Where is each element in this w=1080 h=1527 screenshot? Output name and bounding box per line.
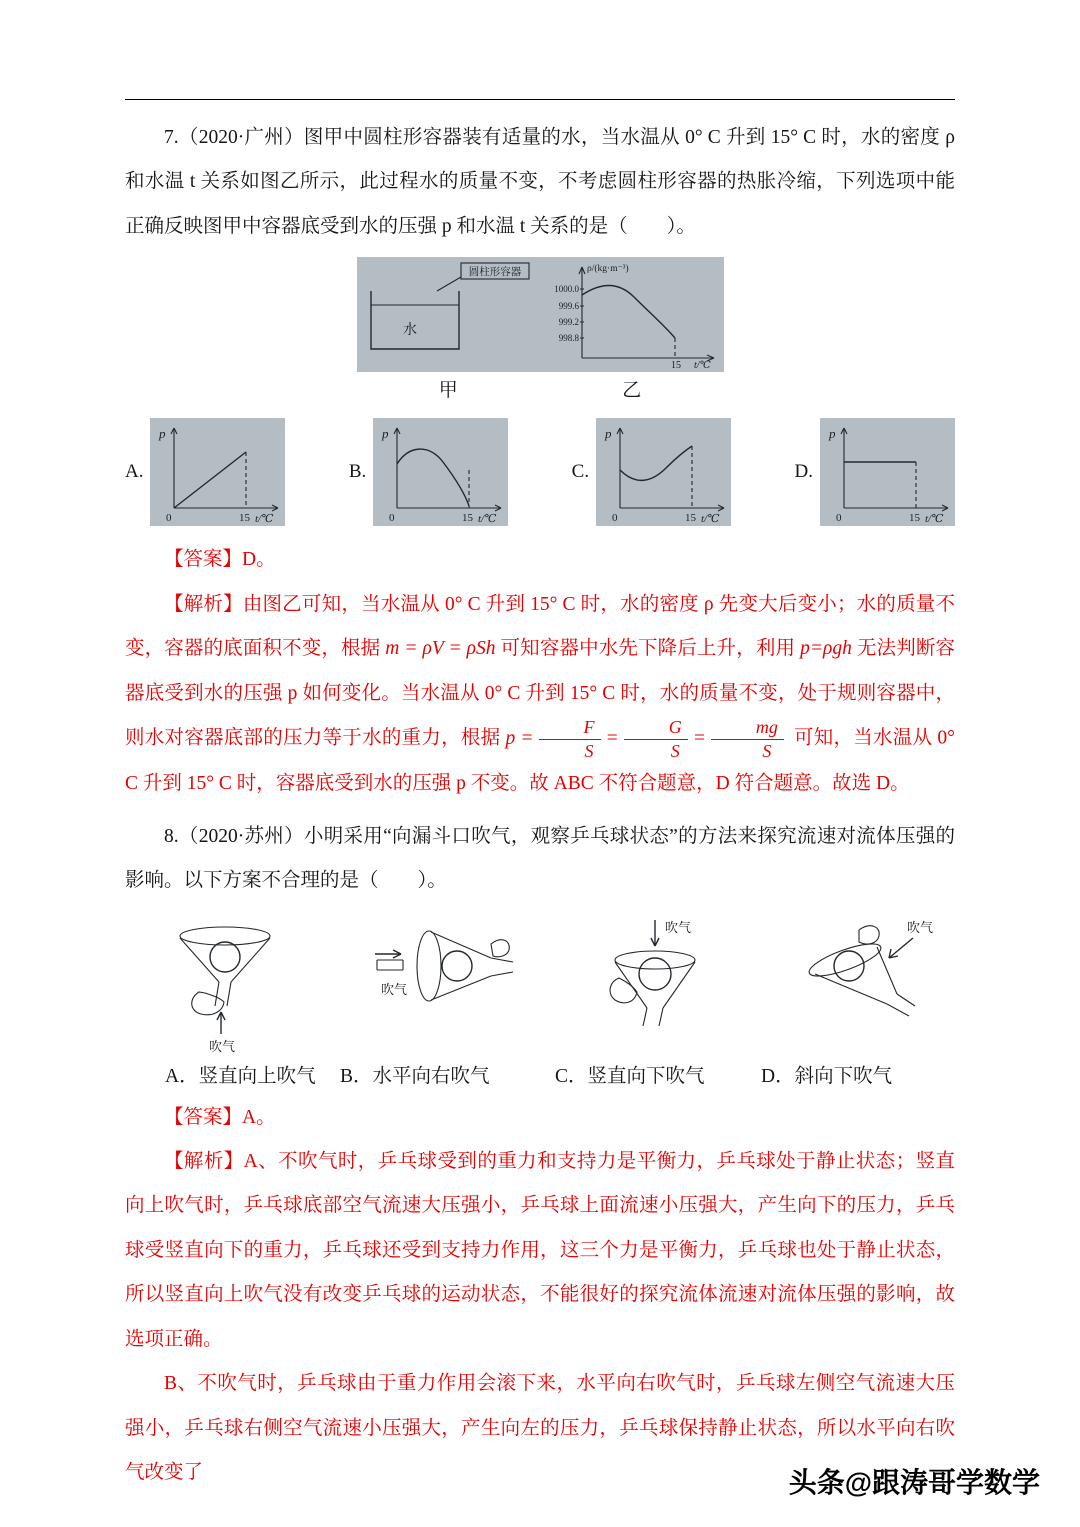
question-8-figures	[155, 914, 937, 1056]
fifteen-label: 15	[462, 512, 474, 525]
funnel-stem	[215, 982, 219, 1006]
question-7-figure	[125, 257, 955, 402]
funnel-blow-down-diagram	[585, 914, 725, 1056]
option-b	[349, 418, 508, 526]
question-7-options	[125, 418, 955, 526]
container-diagram-panel	[357, 257, 542, 372]
container-diagram	[357, 257, 542, 367]
zero-label: 0	[166, 512, 172, 525]
mass-formula: m = ρV = ρSh	[385, 638, 496, 660]
option-b-graph	[373, 418, 508, 526]
dip-rise-curve	[620, 446, 692, 480]
option-a-label: A.	[125, 461, 144, 483]
zero-label: 0	[389, 512, 395, 525]
x-axis-label: t/℃	[693, 360, 711, 372]
liquid-pressure-formula: p=ρgh	[800, 638, 852, 660]
option-c-panel	[596, 418, 731, 526]
blow-label: 吹气	[664, 919, 691, 935]
zero-label: 0	[612, 512, 618, 525]
rise-fall-curve	[397, 449, 469, 506]
funnel-stem	[887, 1004, 909, 1016]
blow-label: 吹气	[209, 1038, 236, 1054]
x-tick-15: 15	[670, 360, 681, 372]
unit-label: t/℃	[701, 513, 720, 526]
funnel-blow-diagonal-diagram	[787, 914, 937, 1056]
p-label: p	[382, 426, 389, 442]
question-8-answer: 【答案】A。	[164, 1106, 276, 1128]
option-c-graph	[596, 418, 731, 526]
top-rule	[125, 99, 955, 100]
option-b-panel	[373, 418, 508, 526]
funnel-blow-right-diagram	[367, 914, 522, 1056]
y-axis-label: ρ/(kg·m⁻³)	[586, 264, 629, 275]
unit-label: t/℃	[924, 513, 944, 526]
p-label: p	[605, 426, 612, 442]
fifteen-label: 15	[239, 512, 251, 525]
unit-label: t/℃	[255, 513, 274, 526]
blow-label: 吹气	[381, 981, 408, 997]
formula-lead: p =	[505, 727, 534, 749]
tick-9996: 999.6	[558, 301, 579, 312]
option-c-label: C．竖直向下吹气	[555, 1065, 705, 1087]
question-7-answer: 【答案】D。	[164, 549, 276, 571]
option-a-panel	[150, 418, 285, 526]
ping-pong-ball	[639, 958, 671, 990]
question-8-options	[125, 1060, 955, 1088]
question-8-analysis-2: B、不吹气时，乒乓球由于重力作用会滚下来，水平向右吹气时，乒乓球左侧空气流速大压强小，乒乓球右侧空气流速小压强大，产生向左的压力，乒乓球保持静止状态，所以水平向右吹气改变了	[125, 1373, 955, 1484]
option-d	[794, 418, 954, 526]
funnel-stem	[491, 958, 513, 962]
option-a-label: A．竖直向上吹气	[165, 1065, 316, 1087]
water-label: 水	[402, 323, 417, 339]
density-graph-panel	[542, 257, 724, 372]
container-outline	[371, 291, 459, 349]
fifteen-label: 15	[685, 512, 697, 525]
leader-line	[437, 277, 461, 291]
option-d-panel	[820, 418, 955, 526]
tick-9992: 999.2	[558, 317, 579, 328]
caption-jia: 甲	[438, 380, 458, 402]
straw	[377, 960, 403, 970]
fifteen-label: 15	[908, 512, 920, 525]
figure-captions	[357, 375, 724, 402]
fraction-F-S: $\frac{F}{S}$	[539, 716, 601, 762]
unit-label: t/℃	[478, 513, 497, 526]
ping-pong-ball	[210, 942, 240, 972]
option-d-label: D．斜向下吹气	[761, 1065, 893, 1087]
fraction-mg-S: $\frac{mg}{S}$	[711, 716, 784, 762]
caption-yi: 乙	[622, 380, 642, 402]
watermark-footer: 头条@跟涛哥学数学	[788, 1467, 1040, 1498]
container-label: 圆柱形容器	[468, 267, 521, 279]
equals-2: =	[692, 727, 706, 749]
pressure-fraction-formula	[505, 717, 788, 761]
question-7-analysis	[125, 583, 955, 807]
rising-line	[174, 452, 246, 508]
analysis-text-1: 【解析】由图乙可知，当水温从 0° C 升到 15° C 时，水的密度 ρ 先变大后变小；水的质量不变，容器的底面积不变，根据	[125, 593, 955, 660]
funnel-blow-up-diagram	[155, 914, 305, 1056]
ping-pong-ball	[442, 951, 472, 981]
hand-sketch	[192, 992, 224, 1015]
analysis-text-4: 可知，当水温从 0° C 升到 15° C 时，容器底受到水的压强 p 不变。故 ABC 不符合题意，D 符合题意。故选 D。	[125, 727, 955, 795]
funnel-stem	[643, 1008, 647, 1026]
option-b-label: B.	[348, 461, 367, 483]
analysis-text-3: 无法判断容器底受到水的压强 p 如何变化。当水温从 0° C 升到 15° C 时，水的质量不变，处于规则容器中，则水对容器底部的压力等于水的重力，根据	[125, 638, 955, 749]
option-d-label: D.	[794, 461, 813, 483]
hand-sketch	[610, 978, 637, 1003]
funnel-mouth	[417, 931, 441, 1001]
question-8-analysis-1: 【解析】A、不吹气时，乒乓球受到的重力和支持力是平衡力，乒乓球处于静止状态；竖直向上吹气时，乒乓球底部空气流速大压强小，乒乓球上面流速小压强大，产生向下的压力，乒乓球受竖直向下的重力，乒乓球还受到支持力作用，这三个力是平衡力，乒乓球也处于静止状态，所以竖直向上吹气没有改变乒乓球的运动状态，不能很好的探究流体流速对流体压强的影响，故选项正确。	[125, 1150, 955, 1350]
funnel-mouth	[615, 951, 695, 969]
zero-label: 0	[835, 512, 842, 525]
tick-1000: 1000.0	[553, 284, 579, 295]
equals-1: =	[605, 727, 619, 749]
p-label: p	[828, 426, 836, 442]
density-temperature-graph	[542, 257, 724, 372]
option-c-label: C.	[571, 461, 590, 483]
ping-pong-ball	[834, 951, 864, 981]
question-7-stem: 7.（2020·广州）图甲中圆柱形容器装有适量的水，当水温从 0° C 升到 15° C 时，水的密度 ρ 和水温 t 关系如图乙所示，此过程水的质量不变，不考虑圆柱形容器的热胀冷缩，下列选项中能正确反映图甲中容器底受到水的压强 p 和水温 t 关系的是（ ）。	[125, 127, 955, 237]
fraction-G-S: $\frac{G}{S}$	[624, 716, 688, 762]
option-b-label: B．水平向右吹气	[340, 1065, 490, 1087]
question-8-stem: 8.（2020·苏州）小明采用“向漏斗口吹气，观察乒乓球状态”的方法来探究流速对流体压强的影响。以下方案不合理的是（ ）。	[125, 825, 955, 892]
option-a-graph	[150, 418, 285, 526]
option-d-graph	[820, 418, 955, 526]
q7-figure-panels	[357, 257, 724, 372]
tick-9988: 998.8	[558, 333, 579, 344]
option-a	[125, 418, 285, 526]
density-curve	[582, 286, 675, 339]
document-page	[125, 99, 955, 1496]
option-c	[572, 418, 731, 526]
hand-sketch	[491, 939, 509, 956]
blow-arrow-diagonal	[889, 938, 913, 958]
p-label: p	[159, 426, 166, 442]
blow-label: 吹气	[906, 919, 933, 935]
analysis-text-2: 可知容器中水先下降后上升，利用	[495, 638, 801, 660]
hand-sketch	[859, 925, 879, 943]
